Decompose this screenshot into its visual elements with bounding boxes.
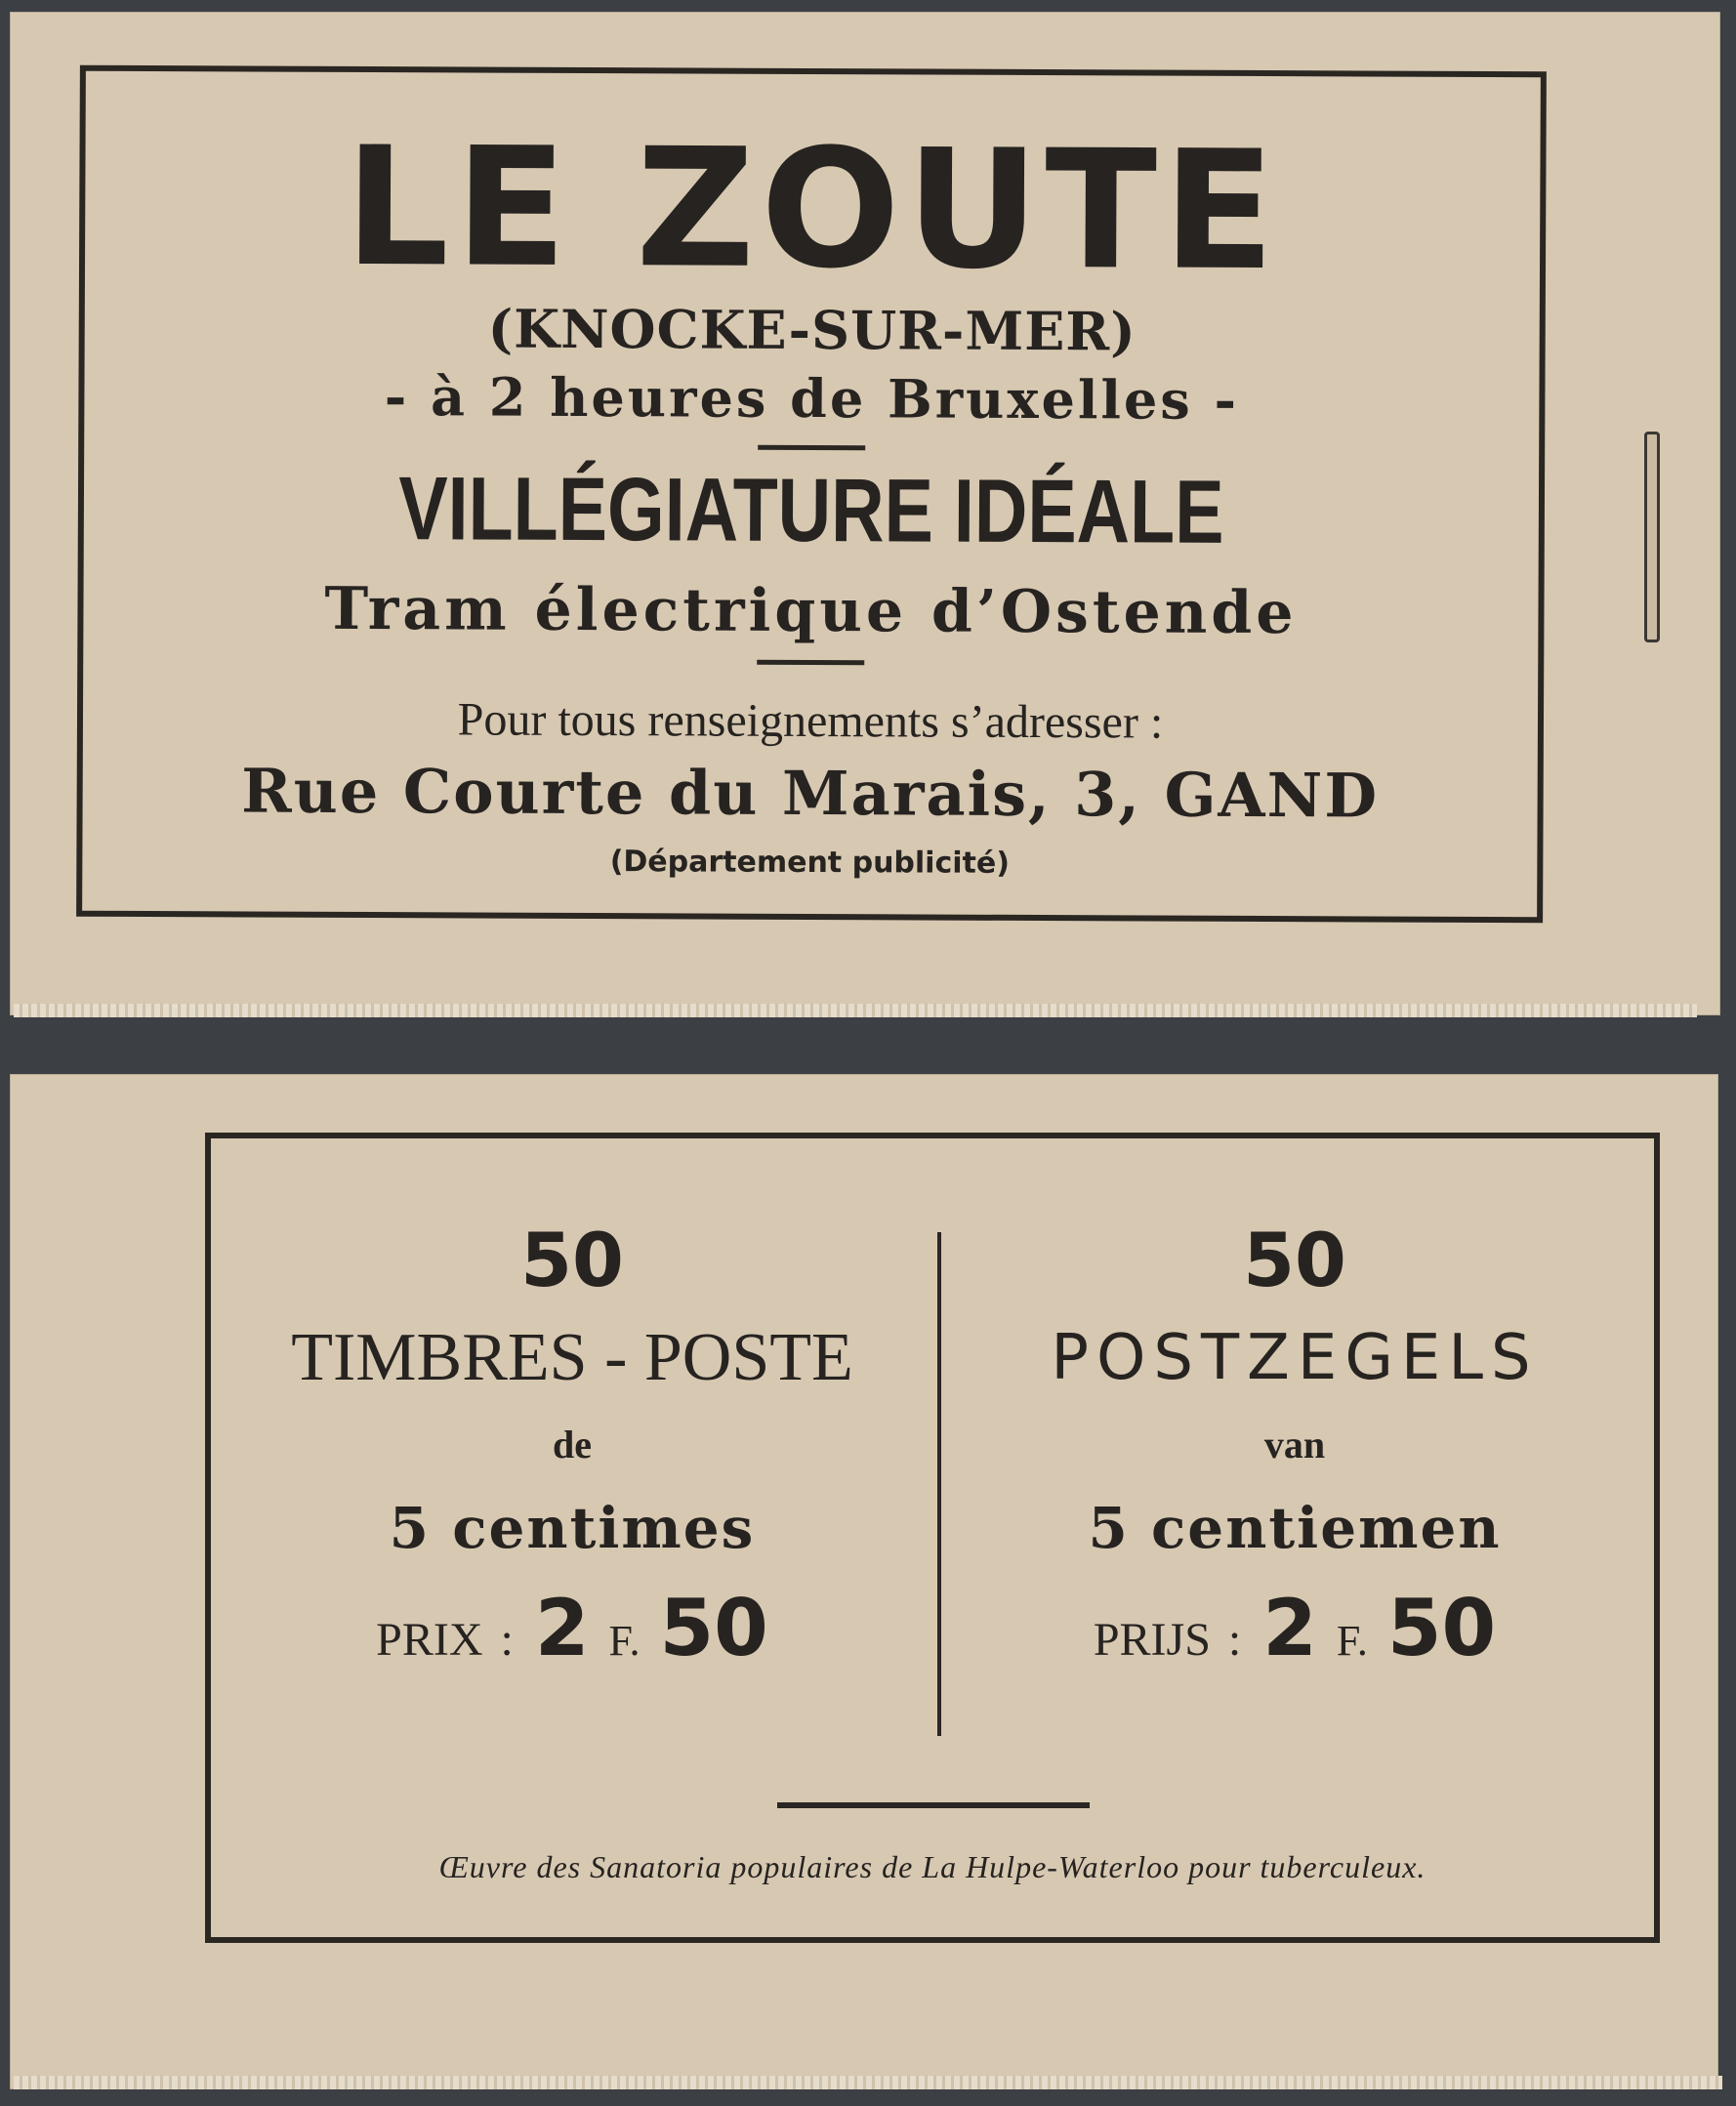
- price-row: [211, 1583, 933, 1673]
- advert-address: Rue Courte du Marais, 3, GAND: [241, 755, 1380, 832]
- price-cents: 50: [659, 1583, 768, 1673]
- divider-rule: [777, 1802, 1090, 1808]
- stamp-count: 50: [520, 1217, 624, 1303]
- advert-department: (Département publicité): [609, 845, 1011, 881]
- stamp-item: POSTZEGELS: [1051, 1322, 1539, 1394]
- staple-slot: [1644, 432, 1660, 642]
- advert-subtitle: (KNOCKE-SUR-MER): [487, 297, 1137, 363]
- price-colon: :: [500, 1614, 514, 1666]
- price-francs: 2: [534, 1583, 590, 1673]
- advert-info: Pour tous renseignements s’adresser :: [457, 693, 1164, 749]
- charity-note: Œuvre des Sanatoria populaires de La Hulpe-Waterloo pour tuberculeux.: [438, 1849, 1426, 1884]
- page-edge: [14, 2076, 1722, 2089]
- advert-frame: [76, 65, 1547, 924]
- price-cents: 50: [1386, 1583, 1497, 1673]
- price-row: [933, 1583, 1656, 1673]
- divider-rule: [757, 660, 864, 665]
- page-edge: [14, 1004, 1697, 1017]
- advert-tram: Tram électrique d’Ostende: [324, 574, 1298, 648]
- stamp-value: 5 centiemen: [1088, 1495, 1502, 1561]
- stamp-value: 5 centimes: [389, 1495, 756, 1561]
- booklet-frame: [205, 1133, 1660, 1943]
- price-label: PRIX: [376, 1614, 483, 1666]
- stamp-count: 50: [1243, 1217, 1346, 1303]
- booklet-back-cover: [10, 1074, 1718, 2089]
- advert-resort: VILLÉGIATURE IDÉALE: [398, 459, 1224, 562]
- booklet-front-cover: [10, 12, 1720, 1015]
- advert-distance: - à 2 heures de Bruxelles -: [384, 365, 1240, 432]
- price-colon: :: [1227, 1614, 1242, 1666]
- price-unit: F.: [1336, 1617, 1368, 1665]
- divider-rule: [758, 445, 865, 450]
- stamp-connector: van: [1263, 1423, 1326, 1466]
- stamp-connector: de: [553, 1423, 592, 1466]
- price-label: PRIJS: [1093, 1614, 1211, 1666]
- price-unit: F.: [608, 1617, 641, 1665]
- stamp-item: TIMBRES - POSTE: [291, 1320, 853, 1395]
- price-francs: 2: [1262, 1583, 1317, 1673]
- advert-headline: LE ZOUTE: [344, 110, 1282, 308]
